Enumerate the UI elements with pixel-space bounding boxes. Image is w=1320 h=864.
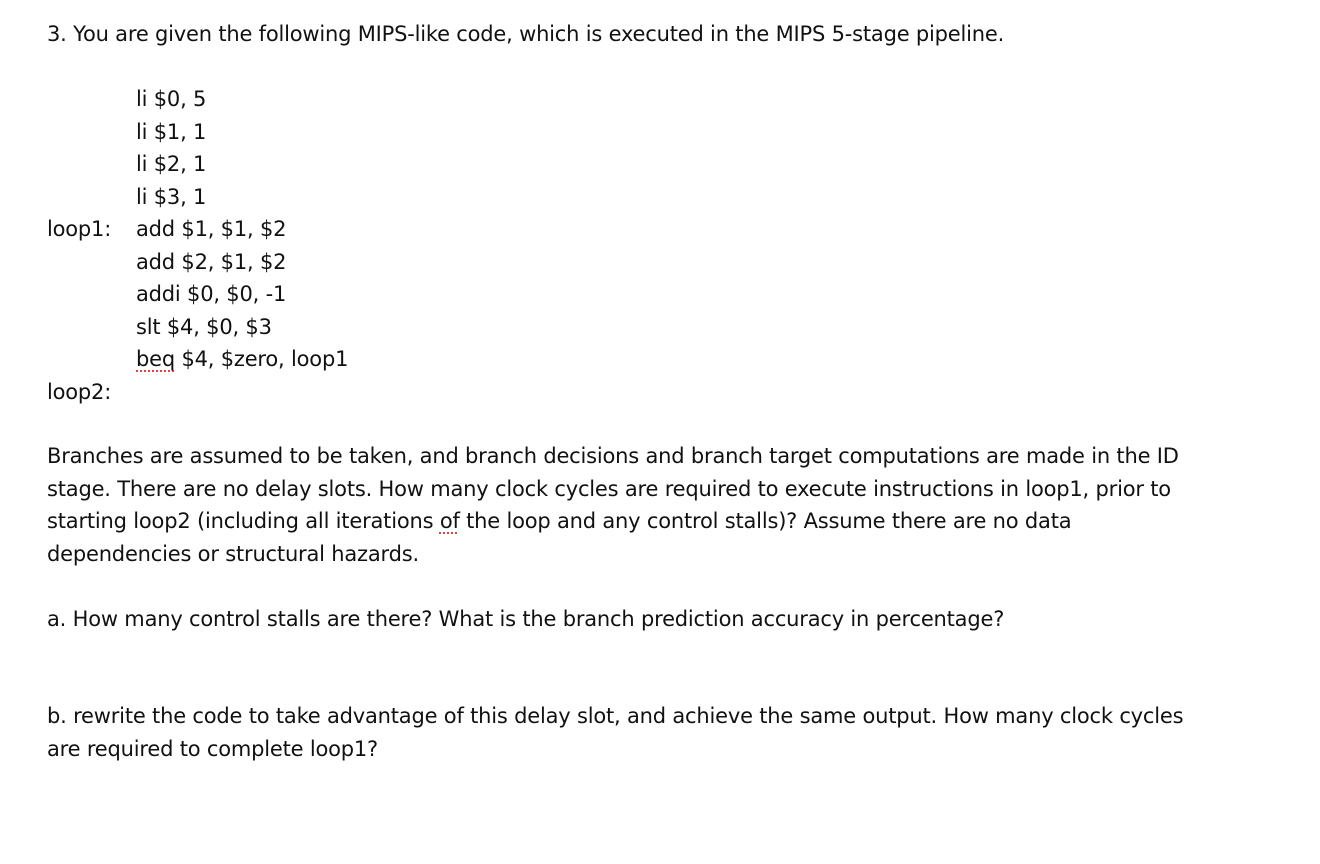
code-instruction: add $1, $1, $2 bbox=[136, 217, 287, 241]
code-instruction: li $3, 1 bbox=[136, 184, 207, 209]
code-line bbox=[47, 246, 647, 279]
code-label bbox=[47, 311, 136, 344]
spellcheck-flagged-word: of bbox=[439, 509, 460, 533]
code-line bbox=[47, 343, 647, 376]
loop1-label: loop1: bbox=[47, 217, 112, 241]
code-line bbox=[47, 278, 647, 311]
code-line bbox=[47, 116, 647, 149]
code-label bbox=[47, 148, 136, 181]
paragraph-text-start: Branches are assumed to be taken, and branch decisions and branch target computations are made in the ID stage. There are no delay slots. How many clock cycles are required to execute instructions in loop1, prior to starting loop2 (including all iterations bbox=[47, 444, 1179, 533]
problem-paragraph bbox=[47, 440, 1207, 570]
code-instruction: add $2, $1, $2 bbox=[136, 249, 287, 274]
paragraph-text-end: the loop and any control stalls)? Assume there are no data dependencies or structural hazards. bbox=[47, 509, 1072, 566]
loop2-label: loop2: bbox=[47, 379, 112, 404]
code-label bbox=[47, 83, 136, 116]
code-label bbox=[47, 116, 136, 149]
code-instruction: addi $0, $0, -1 bbox=[136, 282, 287, 306]
question-title: 3. You are given the following MIPS-like code, which is executed in the MIPS 5-stage pipeline. bbox=[47, 22, 1005, 46]
code-label bbox=[47, 343, 136, 376]
code-instruction bbox=[136, 343, 647, 376]
code-line bbox=[47, 148, 647, 181]
code-label bbox=[47, 181, 136, 214]
code-line bbox=[47, 213, 647, 246]
code-instruction: li $0, 5 bbox=[136, 87, 207, 111]
code-block bbox=[47, 83, 647, 408]
code-line bbox=[47, 376, 647, 409]
code-line bbox=[47, 83, 647, 116]
part-b-question: b. rewrite the code to take advantage of this delay slot, and achieve the same output. How many clock cycles are required to complete loop1? bbox=[47, 704, 1184, 761]
code-instruction bbox=[136, 376, 647, 409]
code-instruction: slt $4, $0, $3 bbox=[136, 314, 272, 339]
code-label bbox=[47, 246, 136, 279]
branch-operands: $4, $zero, loop1 bbox=[174, 347, 349, 371]
code-line bbox=[47, 181, 647, 214]
code-label bbox=[47, 278, 136, 311]
code-instruction: li $2, 1 bbox=[136, 152, 207, 176]
part-a-question: a. How many control stalls are there? What is the branch prediction accuracy in percentage? bbox=[47, 607, 1005, 631]
spellcheck-flagged-opcode: beq bbox=[136, 347, 175, 371]
code-instruction: li $1, 1 bbox=[136, 119, 207, 144]
code-line bbox=[47, 311, 647, 344]
